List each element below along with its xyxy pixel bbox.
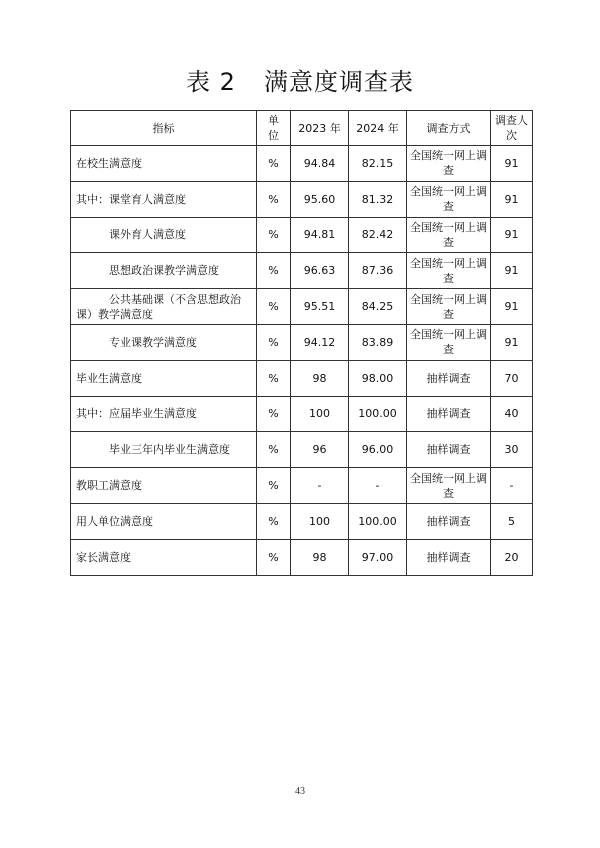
table-row: [71, 217, 533, 253]
table-row: [71, 146, 533, 182]
cell-2023: 95.51: [291, 289, 349, 325]
cell-unit: %: [257, 289, 291, 325]
satisfaction-table: [70, 110, 533, 576]
cell-indicator: 其中：课堂育人满意度: [71, 181, 257, 217]
cell-2024: 98.00: [349, 360, 407, 396]
page-number: 43: [295, 786, 305, 797]
cell-2024: 82.15: [349, 146, 407, 182]
cell-2024: 100.00: [349, 503, 407, 539]
table-row: [71, 396, 533, 432]
cell-method: 抽样调查: [407, 396, 491, 432]
table-row: [71, 253, 533, 289]
cell-count: 70: [491, 360, 533, 396]
header-2023: 2023 年: [291, 111, 349, 146]
table-title-label: 表 2: [186, 68, 236, 96]
cell-unit: %: [257, 539, 291, 575]
cell-2023: 100: [291, 503, 349, 539]
cell-indicator: 在校生满意度: [71, 146, 257, 182]
cell-method: 抽样调查: [407, 432, 491, 468]
cell-count: 5: [491, 503, 533, 539]
cell-2023: 96.63: [291, 253, 349, 289]
cell-count: -: [491, 468, 533, 504]
table-row: [71, 432, 533, 468]
cell-2023: 96: [291, 432, 349, 468]
cell-indicator: 专业课教学满意度: [71, 324, 257, 360]
cell-indicator: 毕业三年内毕业生满意度: [71, 432, 257, 468]
cell-count: 30: [491, 432, 533, 468]
table-header-row: [71, 111, 533, 146]
table-row: [71, 539, 533, 575]
cell-method: 全国统一网上调查: [407, 324, 491, 360]
cell-method: 全国统一网上调查: [407, 146, 491, 182]
cell-2024: 84.25: [349, 289, 407, 325]
cell-2023: 94.12: [291, 324, 349, 360]
cell-unit: %: [257, 396, 291, 432]
cell-2024: 87.36: [349, 253, 407, 289]
cell-unit: %: [257, 503, 291, 539]
header-2024: 2024 年: [349, 111, 407, 146]
cell-method: 全国统一网上调查: [407, 217, 491, 253]
cell-2024: 96.00: [349, 432, 407, 468]
cell-unit: %: [257, 146, 291, 182]
header-count: 调查人次: [491, 111, 533, 146]
cell-2023: 98: [291, 360, 349, 396]
cell-indicator: 公共基础课（不含思想政治课）教学满意度: [71, 289, 257, 325]
table-row: [71, 324, 533, 360]
cell-indicator: 其中：应届毕业生满意度: [71, 396, 257, 432]
cell-indicator: 用人单位满意度: [71, 503, 257, 539]
cell-2023: -: [291, 468, 349, 504]
cell-method: 全国统一网上调查: [407, 289, 491, 325]
cell-unit: %: [257, 432, 291, 468]
cell-count: 91: [491, 289, 533, 325]
cell-method: 全国统一网上调查: [407, 181, 491, 217]
cell-method: 抽样调查: [407, 503, 491, 539]
cell-2024: -: [349, 468, 407, 504]
cell-count: 91: [491, 217, 533, 253]
cell-indicator: 教职工满意度: [71, 468, 257, 504]
header-indicator: 指标: [71, 111, 257, 146]
cell-unit: %: [257, 253, 291, 289]
cell-count: 91: [491, 146, 533, 182]
cell-2024: 97.00: [349, 539, 407, 575]
cell-count: 20: [491, 539, 533, 575]
table-row: [71, 289, 533, 325]
cell-unit: %: [257, 217, 291, 253]
table-row: [71, 181, 533, 217]
table-row: [71, 360, 533, 396]
cell-2023: 94.81: [291, 217, 349, 253]
cell-indicator: 课外育人满意度: [71, 217, 257, 253]
cell-2023: 98: [291, 539, 349, 575]
cell-indicator: 家长满意度: [71, 539, 257, 575]
cell-2023: 95.60: [291, 181, 349, 217]
cell-count: 91: [491, 253, 533, 289]
cell-method: 抽样调查: [407, 539, 491, 575]
cell-count: 40: [491, 396, 533, 432]
table-title-text: 满意度调查表: [263, 68, 414, 96]
header-unit: 单位: [257, 111, 291, 146]
cell-2023: 100: [291, 396, 349, 432]
cell-count: 91: [491, 324, 533, 360]
cell-unit: %: [257, 468, 291, 504]
cell-method: 抽样调查: [407, 360, 491, 396]
cell-2023: 94.84: [291, 146, 349, 182]
cell-method: 全国统一网上调查: [407, 468, 491, 504]
cell-unit: %: [257, 324, 291, 360]
cell-2024: 100.00: [349, 396, 407, 432]
cell-2024: 81.32: [349, 181, 407, 217]
cell-2024: 82.42: [349, 217, 407, 253]
table-title: [0, 62, 600, 97]
cell-2024: 83.89: [349, 324, 407, 360]
cell-count: 91: [491, 181, 533, 217]
table-row: [71, 503, 533, 539]
table-row: [71, 468, 533, 504]
cell-unit: %: [257, 360, 291, 396]
cell-unit: %: [257, 181, 291, 217]
cell-indicator: 毕业生满意度: [71, 360, 257, 396]
cell-indicator: 思想政治课教学满意度: [71, 253, 257, 289]
header-method: 调查方式: [407, 111, 491, 146]
cell-method: 全国统一网上调查: [407, 253, 491, 289]
